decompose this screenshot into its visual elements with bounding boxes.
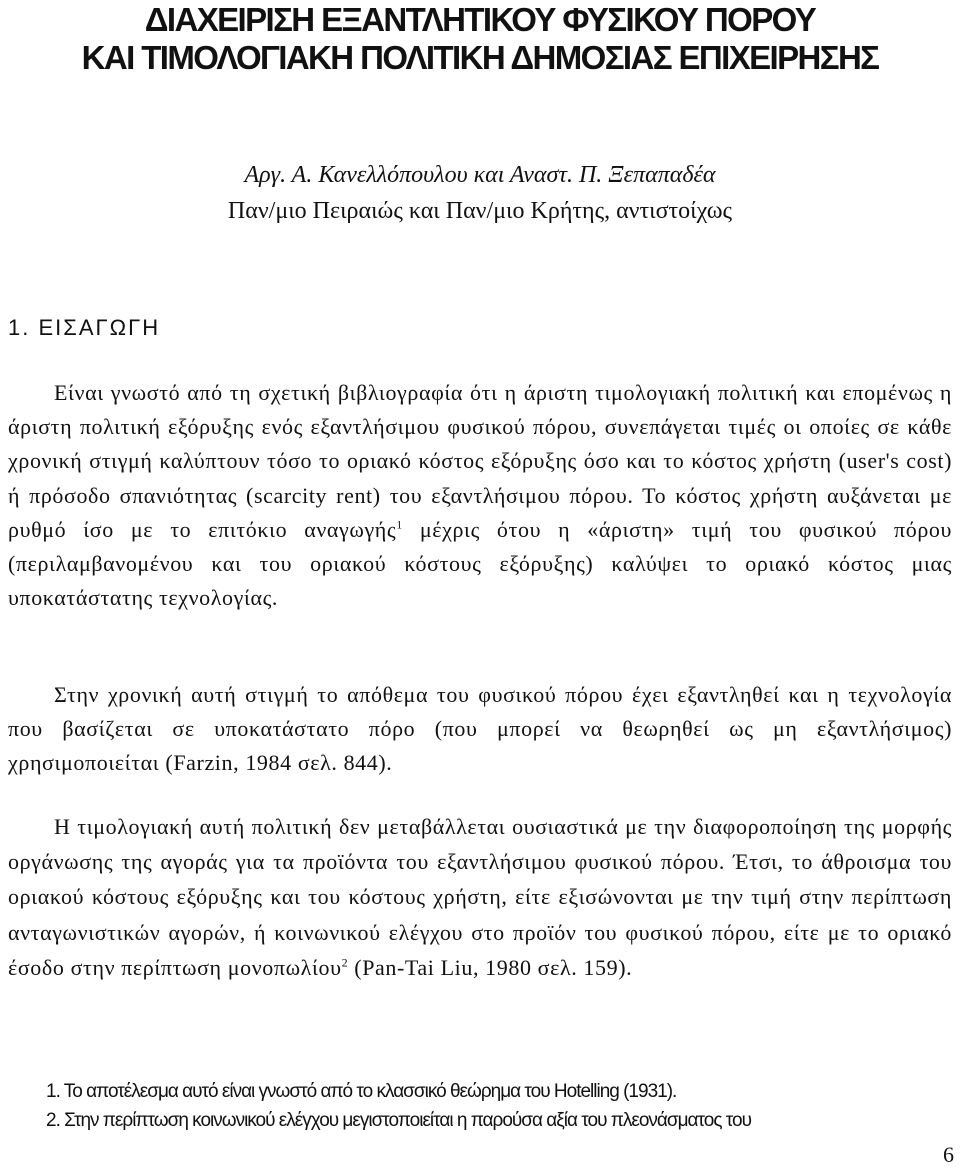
paragraph-3-text-b: (Pan-Tai Liu, 1980 σελ. 159). (348, 954, 633, 980)
footnote-1: 1. Το αποτέλεσμα αυτό είναι γνωστό από το κλασσικό θεώρημα του Hotelling (1931). (46, 1081, 677, 1102)
paragraph-1 (8, 376, 952, 615)
paragraph-3-text-a: Η τιμολογιακή αυτή πολιτική δεν μεταβάλλεται ουσιαστικά με την διαφοροποίηση της μορφής οργάνωσης της αγοράς για τα προϊόντα του εξαντλήσιμου φυσικού πόρου. Έτσι, το άθροισμα του οριακού κόστους εξόρυξης και του κόστους χρήστη, είτε εξισώνονται με την τιμή στην περίπτωση ανταγωνιστικών αγορών, ή κοινωνικού ελέγχου στο προϊόν του φυσικού πόρου, είτε με το οριακό έσοδο στην περίπτωση μονοπωλίου (8, 814, 952, 980)
paragraph-1-text-b: μέχρις ότου η «άριστη» τιμή του φυσικού πόρου (περιλαμβανομένου και του οριακού κόστους εξόρυξης) καλύψει το οριακό κόστος μιας υποκατάστατης τεχνολογίας. (8, 516, 952, 611)
authors: Αργ. Α. Κανελλόπουλου και Αναστ. Π. Ξεπαπαδέα (244, 162, 716, 188)
paper-title-line-2: ΚΑΙ ΤΙΜΟΛΟΓΙΑΚΗ ΠΟΛΙΤΙΚΗ ΔΗΜΟΣΙΑΣ ΕΠΙΧΕΙΡΗΣΗΣ (81, 39, 879, 76)
footnote-2: 2. Στην περίπτωση κοινωνικού ελέγχου μεγιστοποιείται η παρούσα αξία του πλεονάσματος του (46, 1110, 751, 1131)
paper-title-line-1: ΔΙΑΧΕΙΡΙΣΗ ΕΞΑΝΤΛΗΤΙΚΟΥ ΦΥΣΙΚΟΥ ΠΟΡΟΥ (144, 1, 816, 38)
footnote-ref-2: 2 (341, 955, 349, 970)
paragraph-3 (8, 809, 952, 985)
section-heading: 1. ΕΙΣΑΓΩΓΗ (8, 315, 161, 340)
paragraph-1-text-a: Είναι γνωστό από τη σχετική βιβλιογραφία ότι η άριστη τιμολογιακή πολιτική και επομένως η άριστη πολιτική εξόρυξης ενός εξαντλήσιμου φυσικού πόρου, συνεπάγεται τιμές οι οποίες σε κάθε χρονική στιγμή καλύπτουν τόσο το οριακό κόστος εξόρυξης όσο και το κόστος χρήστη (user's cost) ή πρόσοδο σπανιότητας (scarcity rent) του εξαντλήσιμου πόρου. Το κόστος χρήστη αυξάνεται με ρυθμό ίσο με το επιτόκιο αναγωγής (8, 380, 952, 542)
paragraph-2: Στην χρονική αυτή στιγμή το απόθεμα του φυσικού πόρου έχει εξαντληθεί και η τεχνολογία που βασίζεται σε υποκατάστατο πόρο (που μπορεί να θεωρηθεί ως μη εξαντλήσιμος) χρησιμοποιείται (Farzin, 1984 σελ. 844). (8, 682, 952, 776)
page-number: 6 (943, 1142, 954, 1167)
footnote-ref-1: 1 (396, 517, 403, 532)
affiliation: Παν/μιο Πειραιώς και Παν/μιο Κρήτης, αντιστοίχως (227, 198, 733, 224)
